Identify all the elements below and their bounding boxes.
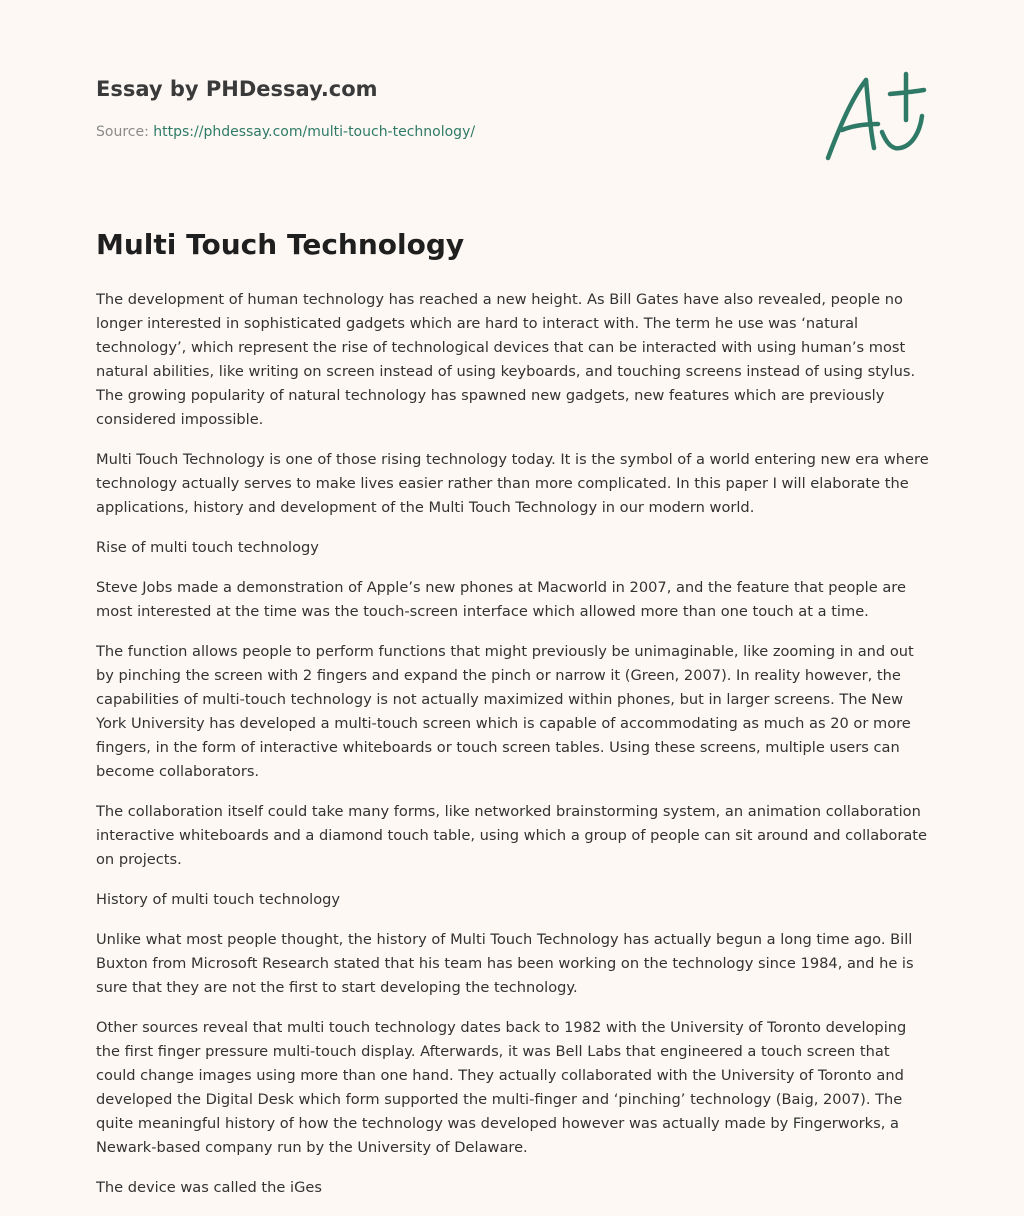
paragraph: Multi Touch Technology is one of those rising technology today. It is the symbol of a world entering new era where technology actually serves to make lives easier rather than more complicated. In this paper I will elaborate the applications, history and development of the Multi Touch Technology in our modern world.: [96, 451, 929, 516]
page-header: [96, 74, 796, 142]
section-heading: History of multi touch technology: [96, 891, 341, 908]
source-link[interactable]: https://phdessay.com/multi-touch-technology/: [153, 124, 476, 140]
paragraph: The device was called the iGes: [96, 1179, 322, 1196]
paragraph: Steve Jobs made a demonstration of Apple’s new phones at Macworld in 2007, and the feature that people are most interested at the time was the touch-screen interface which allowed more than one touch at a time.: [96, 579, 906, 620]
paragraph: Unlike what most people thought, the history of Multi Touch Technology has actually begun a long time ago. Bill Buxton from Microsoft Research stated that his team has been working on the technology since 1984, and he is sure that they are not the first to start developing the technology.: [96, 931, 914, 996]
paragraph: Other sources reveal that multi touch technology dates back to 1982 with the University of Toronto developing the first finger pressure multi-touch display. Afterwards, it was Bell Labs that engineered a touch screen that could change images using more than one hand. They actually collaborated with the University of Toronto and developed the Digital Desk which form supported the multi-finger and ‘pinching’ technology (Baig, 2007). The quite meaningful history of how the technology was developed however was actually made by Fingerworks, a Newark-based company run by the University of Delaware.: [96, 1019, 907, 1156]
paragraph: The development of human technology has reached a new height. As Bill Gates have also revealed, people no longer interested in sophisticated gadgets which are hard to interact with. The term he use was ‘natural technology’, which represent the rise of technological devices that can be interacted with using human’s most natural abilities, like writing on screen instead of using keyboards, and touching screens instead of using stylus. The growing popularity of natural technology has spawned new gadgets, new features which are previously considered impossible.: [96, 291, 916, 428]
essay-body: [96, 226, 930, 1216]
section-heading: Rise of multi touch technology: [96, 539, 319, 556]
paragraph: The function allows people to perform functions that might previously be unimaginable, like zooming in and out by pinching the screen with 2 fingers and expand the pinch or narrow it (Green, 2007). In reality however, the capabilities of multi-touch technology is not actually maximized within phones, but in larger screens. The New York University has developed a multi-touch screen which is capable of accommodating as much as 20 or more fingers, in the form of interactive whiteboards or touch screen tables. Using these screens, multiple users can become collaborators.: [96, 643, 914, 780]
site-title: Essay by PHDessay.com: [96, 77, 378, 101]
source-line: [96, 122, 796, 142]
a-plus-logo-icon: [818, 66, 930, 166]
source-label: Source:: [96, 124, 149, 140]
essay-title: Multi Touch Technology: [96, 228, 465, 261]
paragraph: The collaboration itself could take many forms, like networked brainstorming system, an animation collaboration interactive whiteboards and a diamond touch table, using which a group of people can sit around and collaborate on projects.: [96, 803, 928, 868]
